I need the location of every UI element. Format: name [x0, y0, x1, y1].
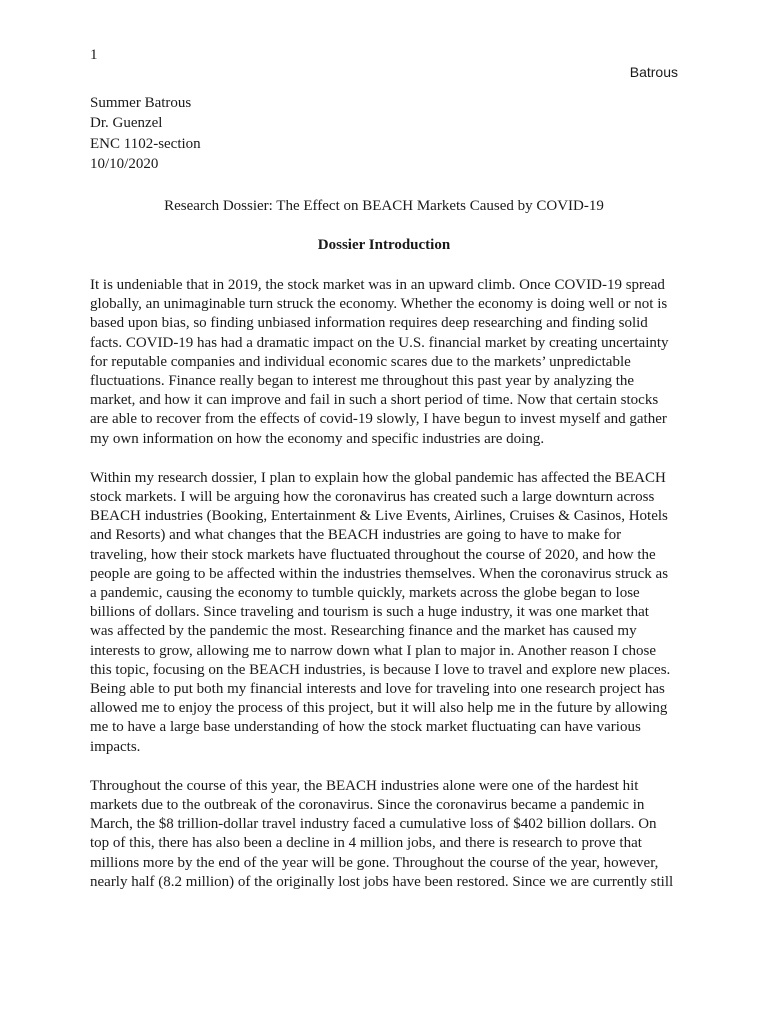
text-line: my own information on how the economy and specific industries are doing. [90, 430, 545, 447]
text-line: based upon bias, so finding unbiased information requires deep researching and finding solid [90, 315, 648, 332]
document-title: Research Dossier: The Effect on BEACH Markets Caused by COVID-19 [164, 198, 604, 214]
section-title: Dossier Introduction [317, 237, 451, 253]
text-line: top of this, there has also been a decline in 4 million jobs, and there is research to prove that [90, 835, 642, 852]
page-number: 1 [90, 47, 98, 63]
text-line: me to have a large base understanding of how the stock market fluctuating can have various [90, 719, 641, 736]
text-line: stock markets. I will be arguing how the coronavirus has created such a large downturn across [90, 489, 655, 506]
date: 10/10/2020 [90, 155, 159, 172]
running-head: Batrous [629, 64, 678, 80]
text-line: Throughout the course of this year, the BEACH industries alone were one of the hardest hit [90, 777, 639, 794]
text-line: are able to recover from the effects of covid-19 slowly, I have begun to invest myself and gather [90, 411, 667, 428]
text-line: Within my research dossier, I plan to explain how the global pandemic has affected the BEACH [90, 469, 666, 486]
text-line: globally, an unimaginable turn struck the economy. Whether the economy is doing well or not is [90, 296, 668, 313]
text-line: BEACH industries (Booking, Entertainment & Live Events, Airlines, Cruises & Casinos, Hotels [90, 508, 668, 525]
text-line: interests to grow, allowing me to narrow down what I plan to major in. Another reason I chose [90, 642, 656, 659]
body-text [90, 276, 684, 912]
text-line: facts. COVID-19 has had a dramatic impact on the U.S. financial market by creating uncertainty [90, 334, 669, 351]
text-line: market, and how it can improve and fail in such a short period of time. Now that certain stocks [90, 392, 659, 409]
text-line: impacts. [90, 738, 141, 755]
text-line: March, the $8 trillion-dollar travel industry faced a cumulative loss of $402 billion dollars. On [90, 816, 657, 833]
text-line: this topic, focusing on the BEACH industries, is because I love to travel and explore new places. [90, 661, 671, 678]
text-line: people are going to be affected within the industries themselves. When the coronavirus struck as [90, 565, 669, 582]
text-line: Being able to put both my financial interests and love for traveling into one research project has [90, 681, 665, 698]
text-line: nearly half (8.2 million) of the originally lost jobs have been restored. Since we are currently still [90, 873, 674, 890]
text-line: for reputable companies and individual economic scares due to the markets’ unpredictable [90, 353, 631, 370]
text-line: It is undeniable that in 2019, the stock market was in an upward climb. Once COVID-19 spread [90, 277, 665, 293]
paragraph [90, 469, 684, 757]
text-line: and Resorts) and what changes that the BEACH industries are going to have to make for [90, 527, 622, 544]
text-line: markets due to the outbreak of the coronavirus. Since the coronavirus became a pandemic in [90, 797, 645, 814]
text-line: traveling, how their stock markets have fluctuated throughout the course of 2020, and how the [90, 546, 656, 563]
text-line: a pandemic, causing the economy to tumble quickly, markets across the globe began to lose [90, 585, 640, 602]
course-name: ENC 1102-section [90, 135, 201, 152]
text-line: fluctuations. Finance really began to interest me throughout this past year by analyzing the [90, 373, 635, 390]
text-line: millions more by the end of the year will be gone. Throughout the course of the year, however, [90, 854, 659, 871]
instructor-name: Dr. Guenzel [90, 115, 163, 132]
student-name: Summer Batrous [90, 95, 192, 111]
heading-block [90, 93, 201, 174]
paragraph [90, 276, 684, 449]
text-line: billions of dollars. Since traveling and tourism is such a huge industry, it was one market that [90, 604, 649, 621]
text-line: allowed me to enjoy the process of this project, but it will also help me in the future by allowing [90, 700, 668, 717]
paragraph [90, 777, 684, 892]
text-line: was affected by the pandemic the most. Researching finance and the market has caused my [90, 623, 637, 640]
